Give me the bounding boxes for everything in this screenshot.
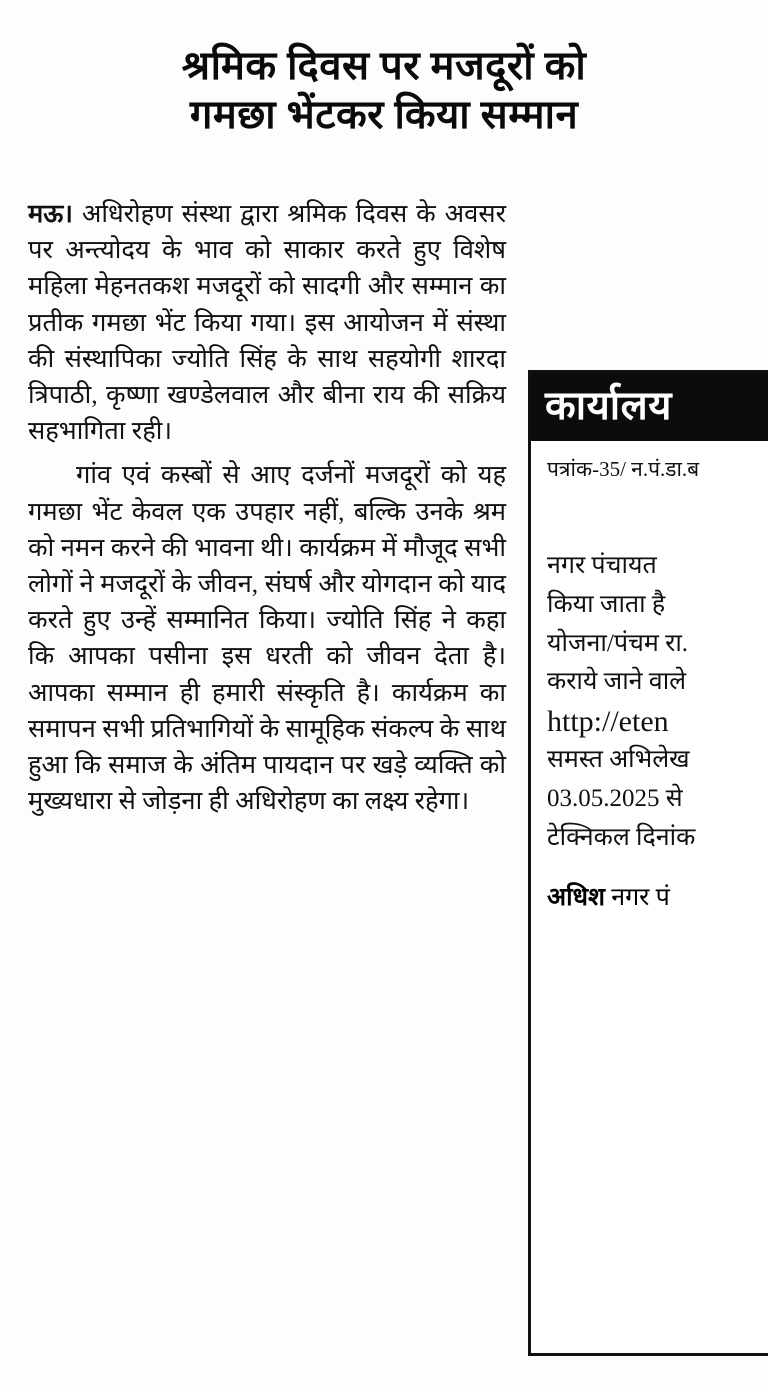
headline-line-1: श्रमिक दिवस पर मजदूरों को <box>181 43 587 88</box>
advertisement-body <box>531 483 768 857</box>
article-body <box>28 196 506 821</box>
advertisement-body-line-4: कराये जाने वाले <box>547 668 687 696</box>
advertisement-box <box>528 370 768 1356</box>
advertisement-signature-title: अधिश <box>547 884 605 912</box>
page-title <box>34 42 734 140</box>
advertisement-body-line-2: किया जाता है <box>547 590 666 618</box>
advertisement-body-line-7: टेक्निकल दिनांक <box>547 823 696 851</box>
advertisement-body-line-6: 03.05.2025 से <box>547 784 683 812</box>
headline-line-2: गमछा भेंटकर किया सम्मान <box>189 91 579 137</box>
advertisement-reference: पत्रांक-35/ न.पं.डा.ब <box>547 457 700 481</box>
advertisement-signature-org: नगर पं <box>611 884 670 912</box>
advertisement-body-line-5: समस्त अभिलेख <box>547 746 690 773</box>
article-paragraph-2: गांव एवं कस्बों से आए दर्जनों मजदूरों को यह गमछा भेंट केवल एक उपहार नहीं, बल्कि उनके श्रम को नमन करने की भावना थी। कार्यक्रम में मौजूद सभी लोगों ने मजदूरों के जीवन, संघर्ष और योगदान को याद करते हुए उन्हें सम्मानित किया। ज्योति सिंह ने कहा कि आपका पसीना इस धरती को जीवन देता है। आपका सम्मान ही हमारी संस्कृति है। कार्यक्रम का समापन सभी प्रतिभागियों के सामूहिक संकल्प के साथ हुआ कि समाज के अंतिम पायदान पर खड़े व्यक्ति को मुख्यधारा से जोड़ना ही अधिरोहण का लक्ष्य रहेगा। <box>28 460 506 816</box>
advertisement-body-line-3: योजना/पंचम रा. <box>547 629 689 657</box>
article-paragraph-1 <box>28 196 506 449</box>
article-paragraph-1-text: अधिरोहण संस्था द्वारा श्रमिक दिवस के अवसर पर अन्त्योदय के भाव को साकार करते हुए विशेष महिला मेहनतकश मजदूरों को सादगी और सम्मान का प्रतीक गमछा भेंट किया गया। इस आयोजन में संस्था की संस्थापिका ज्योति सिंह के साथ सहयोगी शारदा त्रिपाठी, कृष्णा खण्डेलवाल और बीना राय की सक्रिय सहभागिता रही। <box>28 199 506 446</box>
article-dateline: मऊ। <box>28 199 73 228</box>
advertisement-body-line-1: नगर पंचायत <box>547 552 657 579</box>
advertisement-title: कार्यालय <box>531 373 768 441</box>
advertisement-signature <box>531 857 768 917</box>
advertisement-url[interactable]: http://eten <box>547 705 669 738</box>
